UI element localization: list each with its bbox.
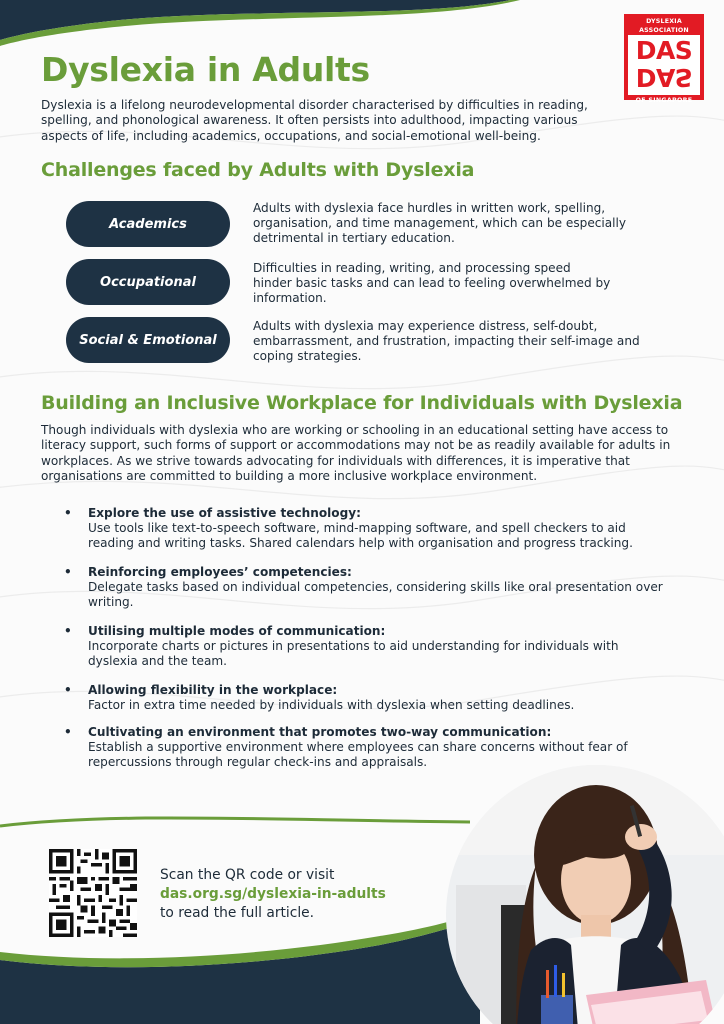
das-logo xyxy=(624,14,704,104)
woman-studying-photo xyxy=(446,765,724,1024)
bullet-text: Delegate tasks based on individual competencies, considering skills like oral presentation over writing. xyxy=(88,580,663,610)
bullet-text: Incorporate charts or pictures in presentations to aid understanding for individuals with dyslexia and the team. xyxy=(88,639,619,669)
challenge-text-social-emotional: Adults with dyslexia may experience distress, self-doubt, embarrassment, and frustration, impacting their self-image and coping strategies. xyxy=(253,319,640,363)
logo-bottom-text: OF SINGAPORE xyxy=(635,97,693,104)
challenges-heading: Challenges faced by Adults with Dyslexia xyxy=(41,159,475,181)
bullet-text: Factor in extra time needed by individuals with dyslexia when setting deadlines. xyxy=(88,698,575,713)
cta-text xyxy=(160,866,386,923)
bullet-title: Utilising multiple modes of communication: xyxy=(88,624,386,638)
bullet-dot: • xyxy=(64,683,72,697)
bullet-title: Allowing flexibility in the workplace: xyxy=(88,683,338,697)
challenge-pill-social-emotional: Social & Emotional xyxy=(66,317,230,363)
bullet-title: Reinforcing employees’ competencies: xyxy=(88,565,352,579)
logo-word-mirrored: DAS xyxy=(635,63,693,92)
intro-paragraph: Dyslexia is a lifelong neurodevelopmental disorder characterised by difficulties in reading, spelling, and phonological awareness. It often persists into adulthood, impacting various aspects of life, including academics, occupations, and social-emotional well-being. xyxy=(41,98,588,143)
page-title: Dyslexia in Adults xyxy=(41,50,370,89)
bullet-item xyxy=(64,565,664,611)
bullet-item xyxy=(64,725,664,771)
bullet-text: Establish a supportive environment where employees can share concerns without fear of repercussions through regular check-ins and appraisals. xyxy=(88,740,628,770)
qr-code-icon[interactable] xyxy=(49,849,137,937)
bullet-title: Explore the use of assistive technology: xyxy=(88,506,361,520)
bullet-item xyxy=(64,624,664,670)
bullet-title: Cultivating an environment that promotes two-way communication: xyxy=(88,725,552,739)
logo-top-text: DYSLEXIA ASSOCIATION xyxy=(639,18,689,34)
workplace-heading: Building an Inclusive Workplace for Individuals with Dyslexia xyxy=(41,392,683,414)
bullet-dot: • xyxy=(64,506,72,520)
bullet-dot: • xyxy=(64,624,72,638)
challenge-pill-occupational: Occupational xyxy=(66,259,230,305)
bullet-dot: • xyxy=(64,565,72,579)
challenge-text-academics: Adults with dyslexia face hurdles in written work, spelling, organisation, and time management, which can be especially detrimental in tertiary education. xyxy=(253,201,627,245)
logo-word: DAS xyxy=(635,36,693,65)
bullet-item xyxy=(64,506,664,552)
workplace-paragraph: Though individuals with dyslexia who are working or schooling in an educational setting have access to literacy support, such forms of support or accommodations may not be as readily available for adults in workplaces. As we strive towards advocating for individuals with differences, it is imperative that organisations are committed to building a more inclusive workplace environment. xyxy=(41,423,671,483)
cta-line3: to read the full article. xyxy=(160,905,315,921)
cta-line1: Scan the QR code or visit xyxy=(160,867,335,883)
cta-link[interactable]: das.org.sg/dyslexia-in-adults xyxy=(160,886,386,902)
logo-mark xyxy=(628,35,700,95)
bullet-item xyxy=(64,683,664,713)
bullet-text: Use tools like text-to-speech software, mind-mapping software, and spell checkers to aid reading and writing tasks. Shared calendars help with organisation and progress tracking. xyxy=(88,521,633,551)
challenge-text-occupational: Difficulties in reading, writing, and processing speed hinder basic tasks and can lead to feeling overwhelmed by information. xyxy=(253,261,611,305)
challenge-pill-academics: Academics xyxy=(66,201,230,247)
bullet-dot: • xyxy=(64,725,72,739)
